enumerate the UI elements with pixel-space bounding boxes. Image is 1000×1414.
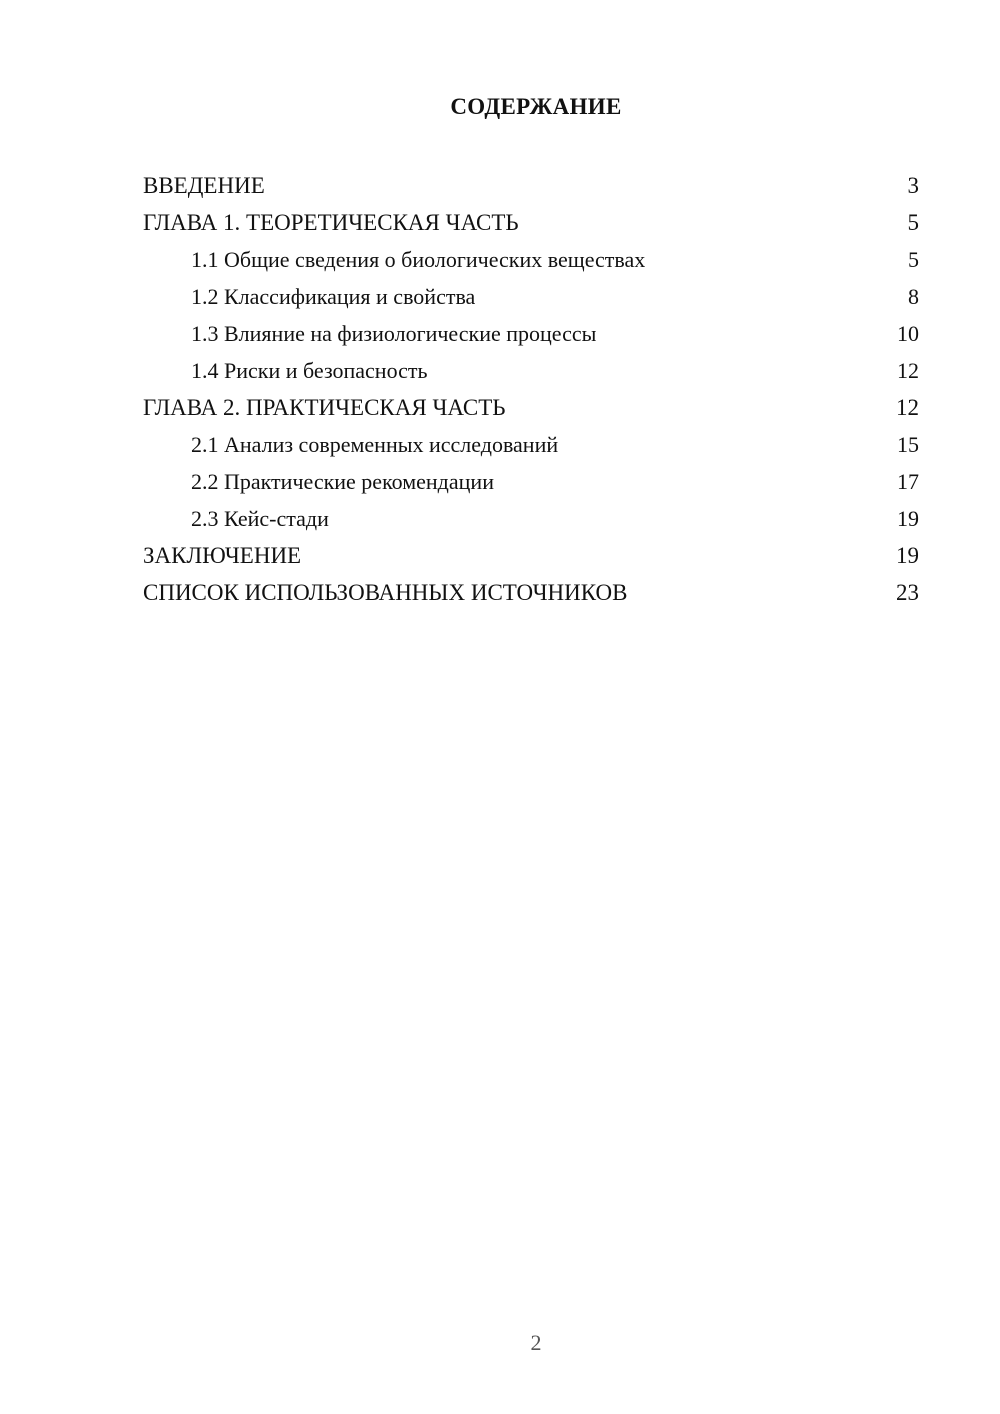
toc-entry-section-2-2 <box>143 463 919 500</box>
toc-entry-label: ГЛАВА 2. ПРАКТИЧЕСКАЯ ЧАСТЬ <box>143 395 506 420</box>
toc-entry-label: ВВЕДЕНИЕ <box>143 173 265 198</box>
toc-entry-page-number: 3 <box>907 173 919 198</box>
toc-entry-introduction <box>143 167 919 204</box>
toc-entry-page-number: 10 <box>897 321 919 346</box>
toc-entry-label: ЗАКЛЮЧЕНИЕ <box>143 543 302 568</box>
toc-entry-page-number: 5 <box>907 210 919 235</box>
toc-entry-page-number: 12 <box>897 358 919 383</box>
toc-entry-label: 2.1 Анализ современных исследований <box>191 432 559 457</box>
footer-page-number: 2 <box>530 1330 542 1355</box>
toc-entry-label: СПИСОК ИСПОЛЬЗОВАННЫХ ИСТОЧНИКОВ <box>143 580 628 605</box>
toc-entry-chapter-2 <box>143 389 919 426</box>
toc-entry-label: 1.4 Риски и безопасность <box>191 358 428 383</box>
toc-entry-page-number: 19 <box>896 543 919 568</box>
toc-entry-references <box>143 574 919 611</box>
toc-title: СОДЕРЖАНИЕ <box>450 94 622 119</box>
toc-list <box>143 167 919 611</box>
toc-entry-page-number: 8 <box>908 284 919 309</box>
toc-entry-label: 2.2 Практические рекомендации <box>191 469 494 494</box>
toc-entry-label: 2.3 Кейс-стади <box>191 506 329 531</box>
toc-entry-conclusion <box>143 537 919 574</box>
toc-entry-page-number: 17 <box>897 469 919 494</box>
toc-entry-page-number: 23 <box>896 580 919 605</box>
toc-entry-label: 1.1 Общие сведения о биологических веществах <box>191 247 646 272</box>
toc-entry-section-1-4 <box>143 352 919 389</box>
toc-entry-section-2-1 <box>143 426 919 463</box>
toc-entry-section-1-1 <box>143 241 919 278</box>
toc-entry-label: 1.3 Влияние на физиологические процессы <box>191 321 597 346</box>
toc-entry-section-2-3 <box>143 500 919 537</box>
toc-entry-page-number: 12 <box>896 395 919 420</box>
toc-entry-label: 1.2 Классификация и свойства <box>191 284 476 309</box>
toc-entry-section-1-3 <box>143 315 919 352</box>
toc-entry-page-number: 15 <box>897 432 919 457</box>
toc-entry-chapter-1 <box>143 204 919 241</box>
toc-entry-page-number: 5 <box>908 247 919 272</box>
toc-entry-section-1-2 <box>143 278 919 315</box>
toc-entry-page-number: 19 <box>897 506 919 531</box>
toc-entry-label: ГЛАВА 1. ТЕОРЕТИЧЕСКАЯ ЧАСТЬ <box>143 210 519 235</box>
